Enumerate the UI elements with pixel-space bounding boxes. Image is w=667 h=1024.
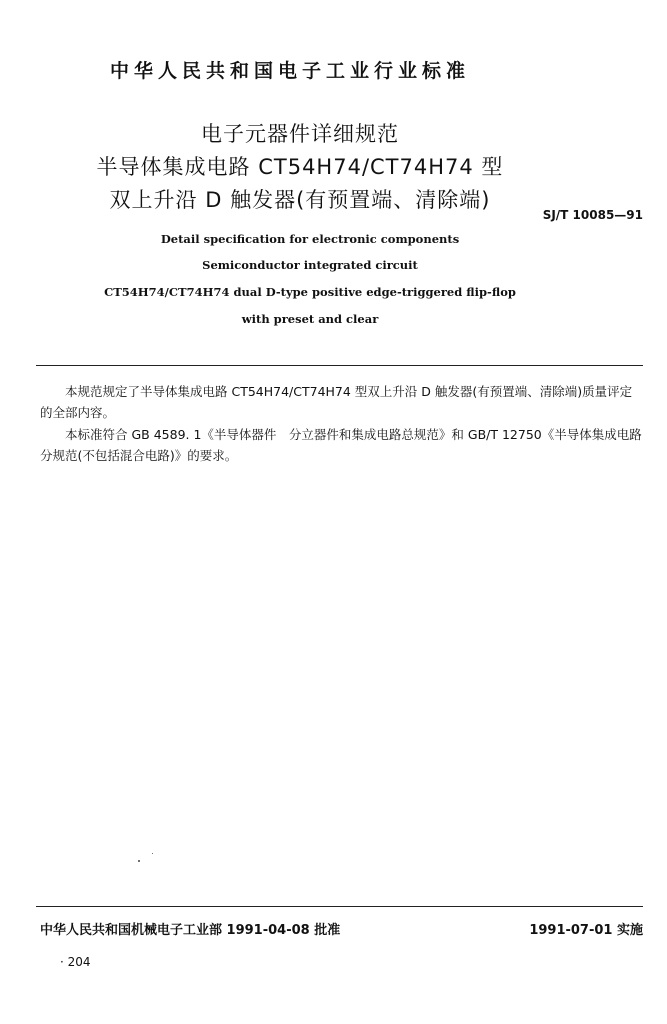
conformance-paragraph: 本标准符合 GB 4589. 1《半导体器件 分立器件和集成电路总规范》和 GB/T 12750《半导体集成电路分规范(不包括混合电路)》的要求。 xyxy=(40,427,642,463)
title-zh-line2: 半导体集成电路 CT54H74/CT74H74 型 xyxy=(96,155,504,179)
scan-speck xyxy=(152,853,153,854)
title-en-line4: with preset and clear xyxy=(241,312,379,326)
standard-number: SJ/T 10085—91 xyxy=(542,208,643,222)
title-en-line2: Semiconductor integrated circuit xyxy=(202,258,418,272)
standard-category-header: 中华人民共和国电子工业行业标准 xyxy=(109,60,470,82)
header-divider xyxy=(36,365,643,366)
title-zh-line3: 双上升沿 D 触发器(有预置端、清除端) xyxy=(109,188,491,212)
page-number: · 204 xyxy=(60,955,91,969)
title-en-line1: Detail specification for electronic components xyxy=(160,232,460,246)
scope-paragraph: 本规范规定了半导体集成电路 CT54H74/CT74H74 型双上升沿 D 触发器(有预置端、清除端)质量评定的全部内容。 xyxy=(40,384,633,420)
title-zh-line1: 电子元器件详细规范 xyxy=(201,122,399,146)
scan-speck xyxy=(138,860,140,862)
approval-statement: 中华人民共和国机械电子工业部 1991-04-08 批准 xyxy=(40,923,341,938)
title-en-line3: CT54H74/CT74H74 dual D-type positive edge-triggered flip-flop xyxy=(104,285,516,299)
footer-divider xyxy=(36,906,643,907)
implementation-date: 1991-07-01 实施 xyxy=(529,923,643,938)
